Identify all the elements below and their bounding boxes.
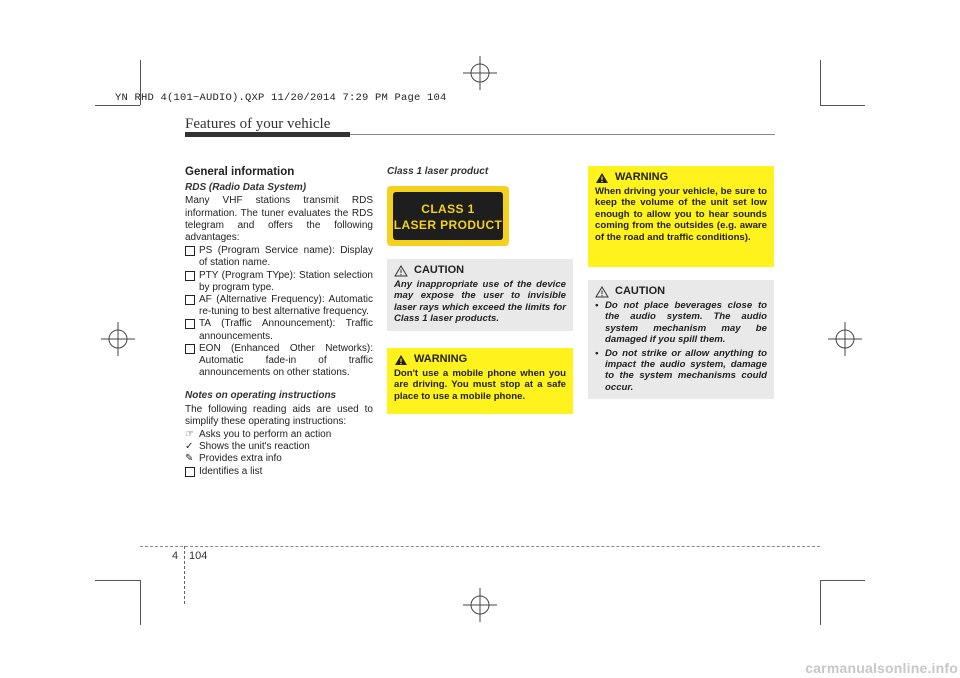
crop-mark (95, 105, 140, 106)
warning-text: Don't use a mobile phone when you are driving. You must stop at a safe place to use a mobile phone. (394, 368, 566, 402)
list-item: ☞ Asks you to perform an action (185, 429, 332, 441)
watermark: carmanualsonline.info (805, 660, 958, 676)
list-item: ✎ Provides extra info (185, 453, 282, 465)
list-item: Identifies a list (185, 466, 373, 478)
crop-mark (820, 580, 865, 581)
header-rule (350, 134, 775, 135)
checkmark-icon: ✓ (185, 441, 194, 453)
page-header-title: Features of your vehicle (185, 116, 331, 132)
warning-title: WARNING (414, 353, 468, 366)
caution-box (387, 259, 573, 331)
list-item: • Do not place beverages close to the audio system. The audio system mechanism may be damaged if you spill them. (595, 300, 767, 346)
warning-box (588, 166, 774, 267)
caution-text: Any inappropriate use of the device may expose the user to invisible laser rays which exceed the limits for Class 1 laser products. (394, 279, 566, 325)
section-number: 4 (172, 550, 179, 562)
notes-heading: Notes on operating instructions (185, 390, 337, 402)
box-bullet-icon (185, 245, 195, 260)
crop-mark (95, 580, 140, 581)
laser-label-line1: CLASS 1 (421, 202, 475, 216)
box-bullet-icon (185, 466, 195, 481)
laser-product-label (387, 186, 509, 246)
list-item: PS (Program Service name): Display of station name. (185, 245, 373, 269)
warning-box (387, 348, 573, 414)
registration-mark-icon (463, 588, 497, 622)
warning-triangle-icon (595, 172, 609, 184)
section-heading: General information (185, 166, 295, 178)
list-item: EON (Enhanced Other Networks): Automatic fade-in of traffic announcements on other stations. (185, 343, 373, 380)
laser-label-line2: LASER PRODUCT (393, 218, 503, 232)
list-item: ✓ Shows the unit's reaction (185, 441, 310, 453)
box-bullet-icon (185, 294, 195, 309)
warning-title: WARNING (615, 171, 669, 184)
laser-class-label: Class 1 laser product (387, 166, 489, 177)
pencil-icon: ✎ (185, 453, 194, 465)
warning-text: When driving your vehicle, be sure to keep the volume of the unit set low enough to allow you to hear sounds coming from the outsides (e.g. aware of the road and traffic conditions). (595, 186, 767, 243)
footer-rule (140, 546, 820, 547)
registration-mark-icon (463, 56, 497, 90)
caution-title: CAUTION (615, 285, 666, 298)
registration-mark-icon (828, 322, 862, 356)
caution-list (595, 300, 767, 393)
rds-intro: Many VHF stations transmit RDS information. The tuner evaluates the RDS telegram and offers the following advantages: (185, 195, 373, 244)
list-item: • Do not strike or allow anything to impact the audio system, damage to the system mechanisms could occur. (595, 347, 767, 393)
box-bullet-icon (185, 270, 195, 285)
caution-title: CAUTION (414, 264, 465, 277)
left-column (185, 166, 373, 478)
pointing-hand-icon: ☞ (185, 429, 194, 441)
caution-triangle-icon (394, 265, 408, 277)
crop-mark (140, 580, 141, 625)
box-bullet-icon (185, 318, 195, 333)
rds-heading: RDS (Radio Data System) (185, 182, 307, 194)
crop-mark (820, 60, 821, 105)
warning-triangle-icon (394, 354, 408, 366)
list-item: PTY (Program TYpe): Station selection by program type. (185, 270, 373, 294)
page-number: 104 (189, 550, 208, 562)
print-slug: YN RHD 4(101~AUDIO).QXP 11/20/2014 7:29 PM Page 104 (115, 92, 447, 104)
list-item: AF (Alternative Frequency): Automatic re-tuning to best alternative frequency. (185, 294, 373, 318)
caution-box (588, 280, 774, 399)
registration-mark-icon (101, 322, 135, 356)
header-bar (185, 132, 350, 137)
notes-intro: The following reading aids are used to simplify these operating instructions: (185, 403, 373, 427)
list-item: TA (Traffic Announcement): Traffic announcements. (185, 318, 373, 342)
caution-triangle-icon (595, 286, 609, 298)
footer-separator (184, 546, 185, 604)
crop-mark (820, 105, 865, 106)
box-bullet-icon (185, 343, 195, 358)
crop-mark (820, 580, 821, 625)
